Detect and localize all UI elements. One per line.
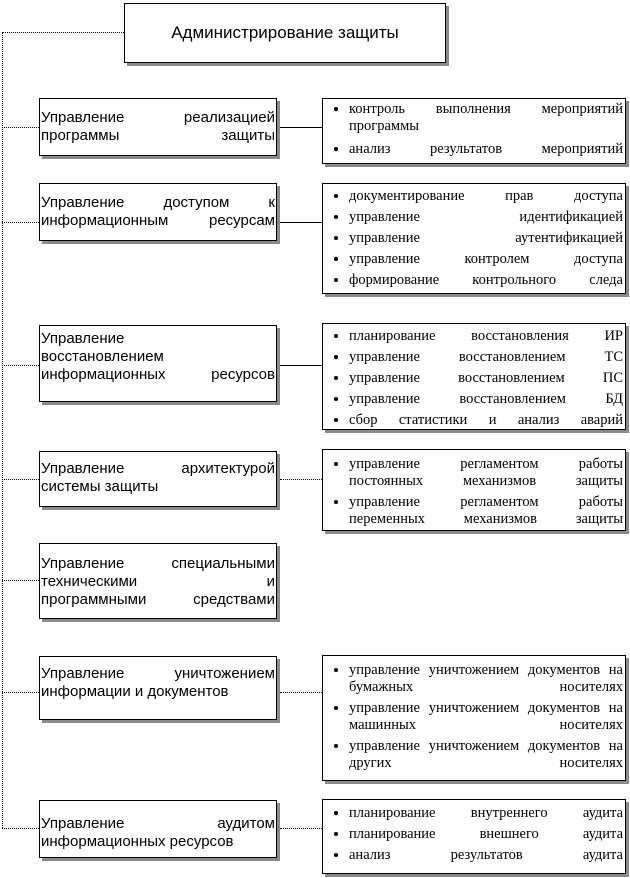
task-item: • управление восстановлением БД [349, 389, 623, 410]
task-item: • анализ результатов аудита [349, 845, 623, 866]
function-box-implementation [39, 98, 277, 156]
row-connector [2, 479, 39, 480]
root-node [124, 3, 446, 63]
task-item: • управление восстановлением ПС [349, 368, 623, 389]
function-label-line: Управление архитектурой [41, 460, 275, 477]
function-box-access [39, 183, 277, 241]
function-label-line: программы защиты [41, 127, 275, 144]
task-item: • формирование контрольного следа [349, 270, 623, 291]
function-label-line: Управление [41, 330, 125, 347]
function-label-line: информационных ресурсов [41, 833, 234, 850]
row-connector [2, 365, 39, 366]
row-connector [2, 222, 39, 223]
task-item: • планирование внутреннего аудита [349, 803, 623, 824]
row-connector [280, 127, 322, 128]
task-item: • управление восстановлением ТС [349, 347, 623, 368]
task-item: • управление контролем доступа [349, 249, 623, 270]
title-connector [2, 32, 124, 33]
task-item: • управление уничтожением документов на других носителях [349, 738, 623, 772]
task-item: • управление уничтожением документов на машинных носителях [349, 700, 623, 734]
function-label-line: информационным ресурсам [41, 212, 275, 229]
function-label-line: программными средствами [41, 591, 275, 608]
function-label-line: восстановлением [41, 348, 164, 365]
row-connector [280, 828, 322, 829]
tasks-box-destruction [322, 655, 626, 781]
task-item: • планирование восстановления ИР [349, 326, 623, 347]
function-label-line: Управление специальными [41, 555, 275, 572]
task-item: • сбор статистики и анализ аварий [349, 410, 623, 430]
task-item: • документирование прав доступа [349, 186, 623, 207]
task-item: • контроль выполнения мероприятий программы [349, 101, 623, 135]
function-label-line: техническими и [41, 573, 275, 590]
task-item: • анализ результатов мероприятий [349, 139, 623, 160]
tasks-box-access [322, 183, 626, 294]
function-box-special-means [39, 543, 277, 619]
task-item: • управление аутентификацией [349, 228, 623, 249]
task-item: • управление регламентом работы переменных механизмов защиты [349, 494, 623, 528]
tasks-box-implementation [322, 98, 626, 164]
function-label-line: информационных ресурсов [41, 366, 275, 383]
function-label-line: Управление уничтожением [41, 665, 275, 682]
row-connector [2, 127, 39, 128]
row-connector [2, 692, 39, 693]
function-label-line: Управление доступом к [41, 194, 275, 211]
row-connector [280, 692, 322, 693]
row-connector [280, 479, 322, 480]
function-box-audit [39, 800, 277, 858]
row-connector [2, 828, 39, 829]
main-connector-bus [2, 32, 3, 828]
function-label-line: системы защиты [41, 478, 159, 495]
tasks-box-audit [322, 799, 626, 874]
function-label-line: Управление реализацией [41, 109, 275, 126]
function-box-destruction [39, 656, 277, 720]
function-box-architecture [39, 451, 277, 507]
task-item: • планирование внешнего аудита [349, 824, 623, 845]
row-connector [2, 580, 39, 581]
row-connector [280, 365, 322, 366]
function-label-line: Управление аудитом [41, 815, 275, 832]
tasks-box-architecture [322, 449, 626, 531]
task-item: • управление идентификацией [349, 207, 623, 228]
function-box-recovery [39, 325, 277, 402]
task-item: • управление уничтожением документов на бумажных носителях [349, 662, 623, 696]
tasks-box-recovery [322, 323, 626, 430]
function-label-line: информации и документов [41, 683, 229, 700]
row-connector [280, 222, 322, 223]
root-title: Администрирование защиты [171, 23, 399, 42]
task-item: • управление регламентом работы постоянных механизмов защиты [349, 456, 623, 490]
